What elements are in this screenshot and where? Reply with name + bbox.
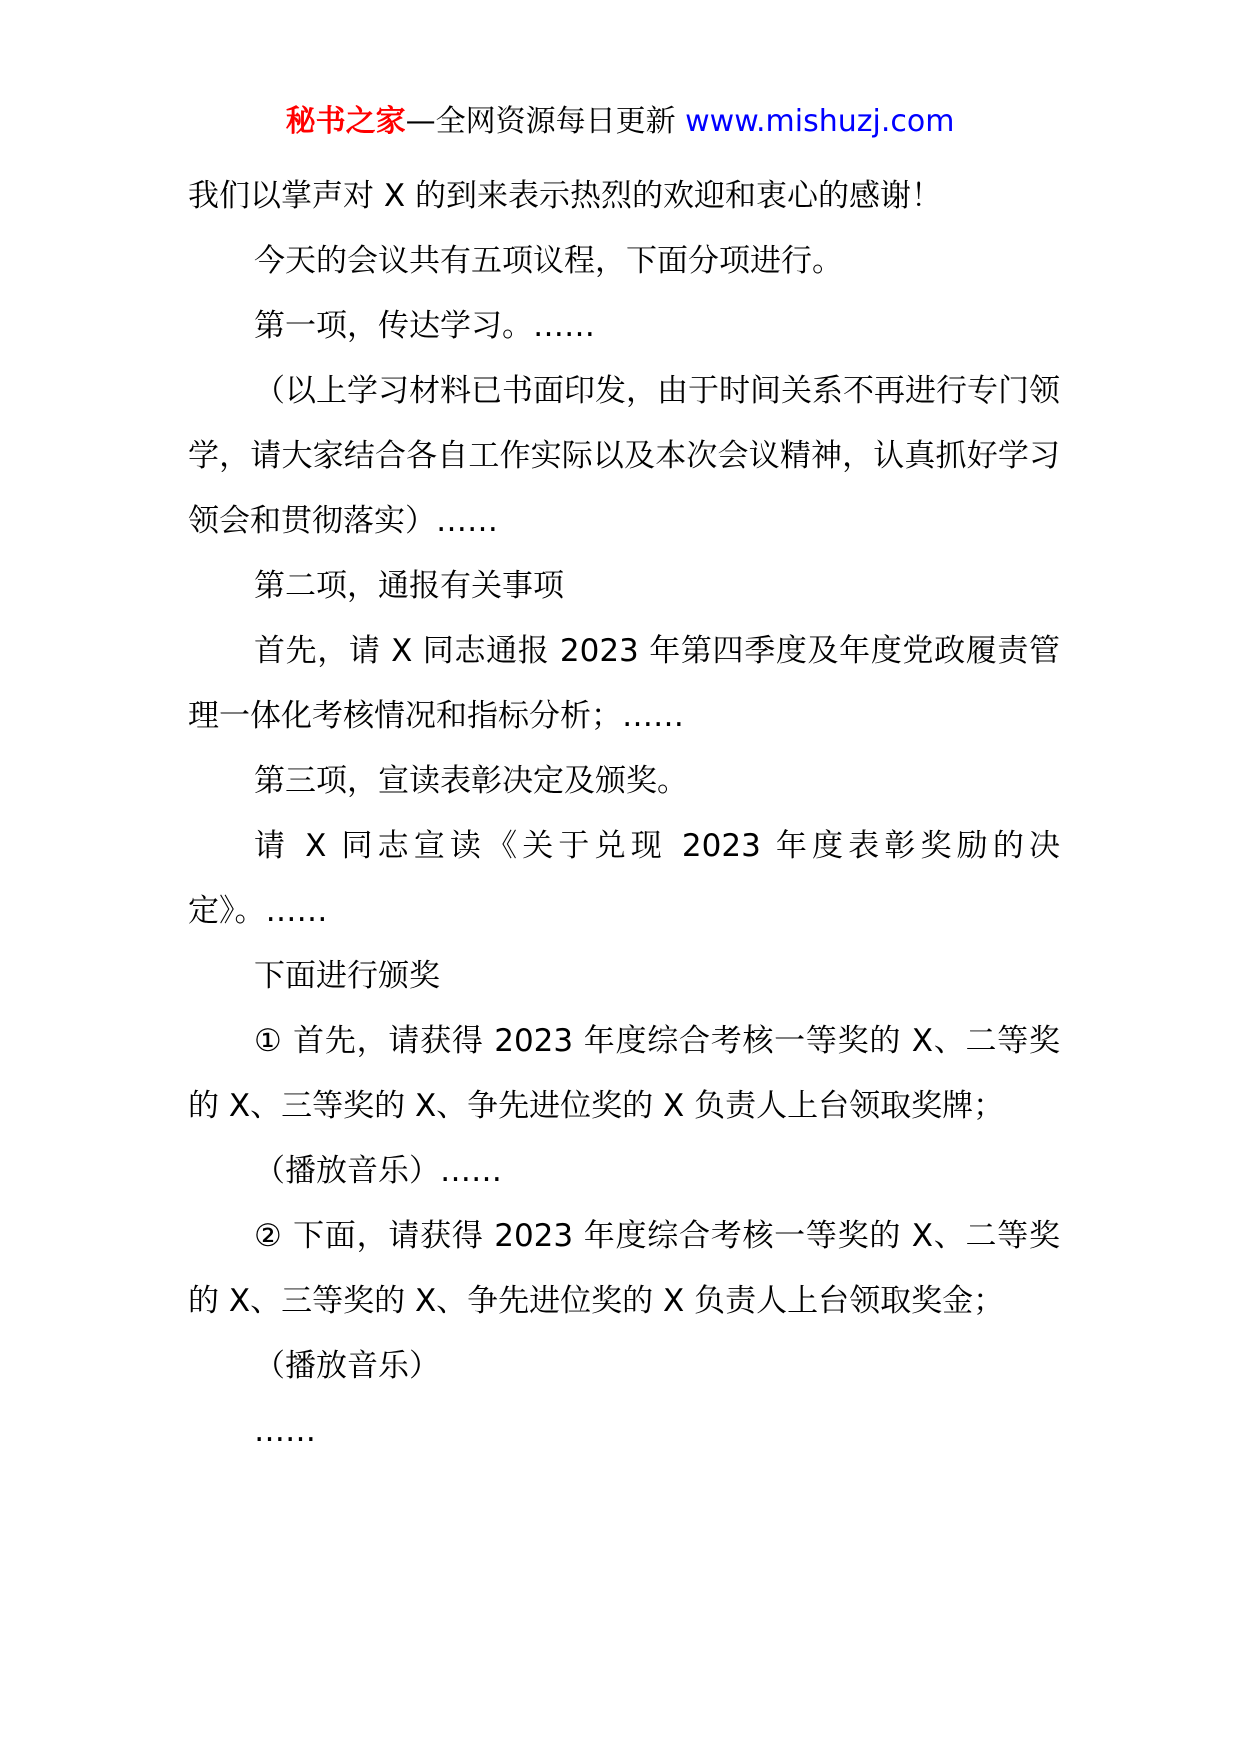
- paragraph-music-one: （播放音乐）……: [254, 1153, 502, 1189]
- paragraph-awards-intro: 下面进行颁奖: [254, 958, 440, 994]
- paragraph-decision: 请 X 同志宣读《关于兑现 2023 年度表彰奖励的决定》。……: [188, 828, 1060, 929]
- paragraph-ellipsis: ……: [254, 1413, 316, 1449]
- paragraph-music-two: （播放音乐）: [254, 1348, 440, 1384]
- site-url-link[interactable]: www.mishuzj.com: [685, 104, 955, 139]
- paragraph-item-two: 第二项，通报有关事项: [254, 568, 564, 604]
- document-body: [188, 164, 1060, 1464]
- paragraph-award-plaques: ① 首先，请获得 2023 年度综合考核一等奖的 X、二等奖的 X、三等奖的 X、争先进位奖的 X 负责人上台领取奖牌；: [188, 1023, 1060, 1124]
- paragraph-award-money: ② 下面，请获得 2023 年度综合考核一等奖的 X、二等奖的 X、三等奖的 X、争先进位奖的 X 负责人上台领取奖金；: [188, 1218, 1060, 1319]
- paragraph-item-one: 第一项，传达学习。……: [254, 308, 595, 344]
- brand-name: 秘书之家: [285, 104, 406, 139]
- paragraph-item-three: 第三项，宣读表彰决定及颁奖。: [254, 763, 688, 799]
- paragraph-report: 首先，请 X 同志通报 2023 年第四季度及年度党政履责管理一体化考核情况和指标分析；……: [188, 633, 1060, 734]
- paragraph-welcome: 我们以掌声对 X 的到来表示热烈的欢迎和衷心的感谢！: [188, 178, 942, 214]
- paragraph-study-note: （以上学习材料已书面印发，由于时间关系不再进行专门领学，请大家结合各自工作实际以及本次会议精神，认真抓好学习领会和贯彻落实）……: [188, 373, 1060, 539]
- header-tagline: —全网资源每日更新: [405, 104, 686, 139]
- site-header: [0, 100, 1240, 144]
- paragraph-agenda-intro: 今天的会议共有五项议程，下面分项进行。: [254, 243, 843, 279]
